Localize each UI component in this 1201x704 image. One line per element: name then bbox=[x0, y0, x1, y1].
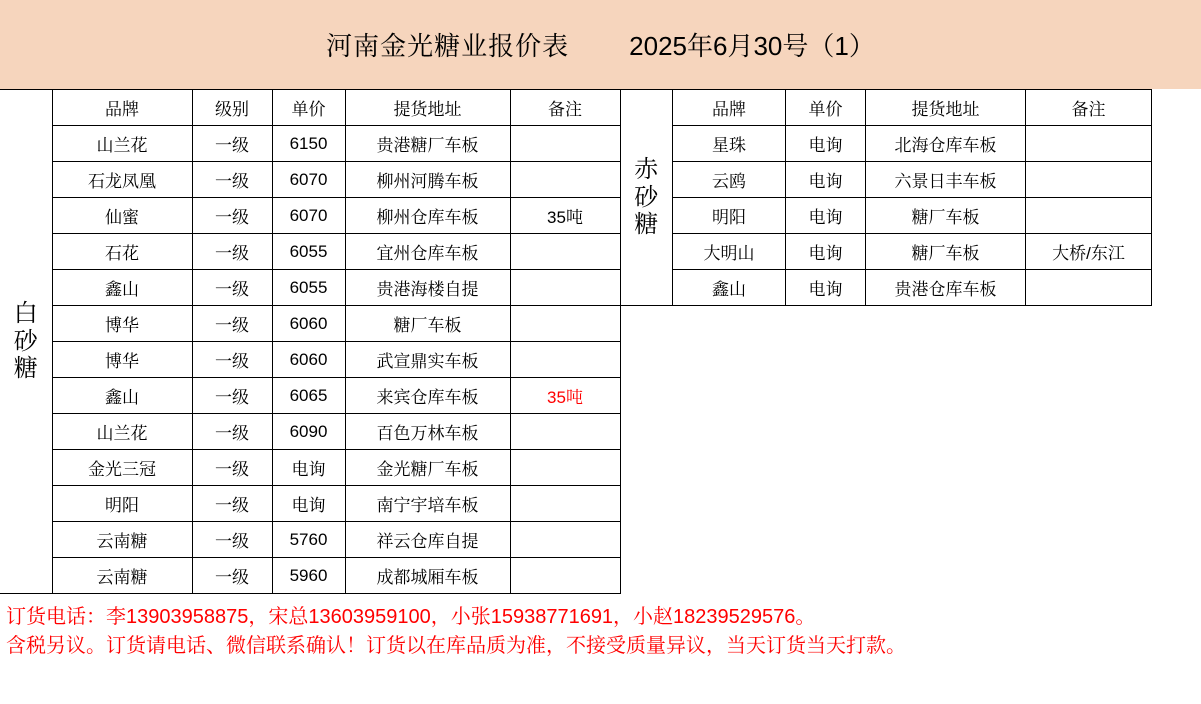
cell-price: 6070 bbox=[272, 198, 345, 234]
column-header-brand: 品牌 bbox=[673, 90, 786, 126]
cell-address: 来宾仓库车板 bbox=[345, 378, 510, 414]
section-label-char: 砂 bbox=[13, 327, 38, 355]
cell-note bbox=[510, 522, 620, 558]
table-row bbox=[621, 126, 1152, 162]
cell-price: 6150 bbox=[272, 126, 345, 162]
cell-address: 南宁宇培车板 bbox=[345, 486, 510, 522]
cell-address: 糖厂车板 bbox=[866, 234, 1026, 270]
table-row bbox=[0, 522, 620, 558]
cell-brand: 山兰花 bbox=[52, 126, 192, 162]
tables-area bbox=[0, 89, 1201, 595]
cell-price: 电询 bbox=[272, 450, 345, 486]
cell-price: 6060 bbox=[272, 342, 345, 378]
cell-note bbox=[510, 450, 620, 486]
table-row bbox=[621, 198, 1152, 234]
section-label-char: 砂 bbox=[634, 183, 659, 211]
cell-note bbox=[510, 486, 620, 522]
cell-address: 百色万林车板 bbox=[345, 414, 510, 450]
cell-address: 北海仓库车板 bbox=[866, 126, 1026, 162]
cell-address: 柳州仓库车板 bbox=[345, 198, 510, 234]
cell-note: 35吨 bbox=[510, 378, 620, 414]
cell-brand: 山兰花 bbox=[52, 414, 192, 450]
table-row bbox=[0, 378, 620, 414]
cell-note: 大桥/东江 bbox=[1026, 234, 1152, 270]
cell-price: 6055 bbox=[272, 270, 345, 306]
cell-address: 贵港糖厂车板 bbox=[345, 126, 510, 162]
column-header-price: 单价 bbox=[272, 90, 345, 126]
cell-brand: 博华 bbox=[52, 306, 192, 342]
cell-price: 5760 bbox=[272, 522, 345, 558]
cell-note bbox=[510, 270, 620, 306]
cell-price: 电询 bbox=[786, 162, 866, 198]
cell-brand: 金光三冠 bbox=[52, 450, 192, 486]
footer-line-phones: 订货电话：李13903958875，宋总13603959100，小张15938771691，小赵18239529576。 bbox=[6, 606, 816, 628]
cell-grade: 一级 bbox=[192, 414, 272, 450]
column-header-grade: 级别 bbox=[192, 90, 272, 126]
table-row bbox=[621, 234, 1152, 270]
table-row bbox=[0, 486, 620, 522]
footer-line-terms: 含税另议。订货请电话、微信联系确认！订货以在库品质为准，不接受质量异议，当天订货当天打款。 bbox=[6, 635, 906, 657]
cell-note bbox=[510, 558, 620, 594]
column-header-brand: 品牌 bbox=[52, 90, 192, 126]
cell-note bbox=[1026, 270, 1152, 306]
cell-grade: 一级 bbox=[192, 522, 272, 558]
cell-brand: 星珠 bbox=[673, 126, 786, 162]
cell-brand: 明阳 bbox=[52, 486, 192, 522]
cell-address: 贵港仓库车板 bbox=[866, 270, 1026, 306]
cell-grade: 一级 bbox=[192, 162, 272, 198]
cell-price: 电询 bbox=[786, 126, 866, 162]
section-label-char: 糖 bbox=[13, 355, 38, 383]
cell-note bbox=[1026, 162, 1152, 198]
cell-address: 柳州河腾车板 bbox=[345, 162, 510, 198]
cell-brand: 博华 bbox=[52, 342, 192, 378]
white-sugar-body bbox=[0, 90, 620, 594]
table-row bbox=[0, 450, 620, 486]
section-label-char: 白 bbox=[13, 300, 38, 328]
cell-address: 贵港海楼自提 bbox=[345, 270, 510, 306]
cell-price: 6060 bbox=[272, 306, 345, 342]
table-row bbox=[621, 162, 1152, 198]
section-label-white-sugar bbox=[0, 90, 52, 594]
cell-price: 6055 bbox=[272, 234, 345, 270]
cell-brand: 明阳 bbox=[673, 198, 786, 234]
column-header-price: 单价 bbox=[786, 90, 866, 126]
cell-grade: 一级 bbox=[192, 234, 272, 270]
section-label-char: 糖 bbox=[634, 211, 659, 239]
cell-price: 5960 bbox=[272, 558, 345, 594]
page-date: 2025年6月30号（1） bbox=[629, 30, 875, 61]
table-row bbox=[0, 414, 620, 450]
cell-brand: 鑫山 bbox=[673, 270, 786, 306]
cell-brand: 鑫山 bbox=[52, 378, 192, 414]
cell-brand: 云鸥 bbox=[673, 162, 786, 198]
footer-contact bbox=[0, 595, 1201, 661]
table-row bbox=[0, 234, 620, 270]
cell-grade: 一级 bbox=[192, 198, 272, 234]
cell-note bbox=[510, 126, 620, 162]
cell-address: 成都城厢车板 bbox=[345, 558, 510, 594]
cell-price: 电询 bbox=[786, 198, 866, 234]
cell-price: 电询 bbox=[786, 270, 866, 306]
brown-sugar-table bbox=[621, 89, 1153, 306]
cell-note bbox=[1026, 126, 1152, 162]
column-header-note: 备注 bbox=[1026, 90, 1152, 126]
cell-brand: 石花 bbox=[52, 234, 192, 270]
cell-address: 金光糖厂车板 bbox=[345, 450, 510, 486]
cell-address: 六景日丰车板 bbox=[866, 162, 1026, 198]
table-row bbox=[0, 126, 620, 162]
cell-address: 宜州仓库车板 bbox=[345, 234, 510, 270]
cell-grade: 一级 bbox=[192, 558, 272, 594]
brown-sugar-body bbox=[621, 90, 1152, 306]
cell-address: 武宣鼎实车板 bbox=[345, 342, 510, 378]
cell-brand: 仙蜜 bbox=[52, 198, 192, 234]
table-row bbox=[0, 558, 620, 594]
cell-price: 6065 bbox=[272, 378, 345, 414]
cell-address: 糖厂车板 bbox=[866, 198, 1026, 234]
cell-note bbox=[510, 234, 620, 270]
cell-grade: 一级 bbox=[192, 486, 272, 522]
cell-note bbox=[1026, 198, 1152, 234]
cell-grade: 一级 bbox=[192, 342, 272, 378]
cell-price: 6090 bbox=[272, 414, 345, 450]
table-row bbox=[0, 342, 620, 378]
cell-brand: 云南糖 bbox=[52, 522, 192, 558]
table-row bbox=[0, 306, 620, 342]
cell-grade: 一级 bbox=[192, 270, 272, 306]
table-row bbox=[621, 270, 1152, 306]
table-row bbox=[0, 270, 620, 306]
cell-grade: 一级 bbox=[192, 306, 272, 342]
cell-note bbox=[510, 306, 620, 342]
cell-price: 电询 bbox=[272, 486, 345, 522]
cell-brand: 大明山 bbox=[673, 234, 786, 270]
table-header-row bbox=[0, 90, 620, 126]
cell-note bbox=[510, 414, 620, 450]
column-header-address: 提货地址 bbox=[345, 90, 510, 126]
cell-price: 6070 bbox=[272, 162, 345, 198]
cell-note: 35吨 bbox=[510, 198, 620, 234]
table-row bbox=[0, 162, 620, 198]
cell-brand: 鑫山 bbox=[52, 270, 192, 306]
section-label-char: 赤 bbox=[634, 156, 659, 184]
cell-brand: 石龙凤凰 bbox=[52, 162, 192, 198]
page-title: 河南金光糖业报价表 bbox=[326, 30, 570, 61]
cell-price: 电询 bbox=[786, 234, 866, 270]
table-row bbox=[0, 198, 620, 234]
cell-note bbox=[510, 342, 620, 378]
cell-grade: 一级 bbox=[192, 126, 272, 162]
column-header-note: 备注 bbox=[510, 90, 620, 126]
section-label-brown-sugar bbox=[621, 90, 673, 306]
page-header bbox=[0, 0, 1201, 89]
column-header-address: 提货地址 bbox=[866, 90, 1026, 126]
cell-grade: 一级 bbox=[192, 378, 272, 414]
cell-address: 祥云仓库自提 bbox=[345, 522, 510, 558]
cell-grade: 一级 bbox=[192, 450, 272, 486]
table-header-row bbox=[621, 90, 1152, 126]
cell-brand: 云南糖 bbox=[52, 558, 192, 594]
cell-address: 糖厂车板 bbox=[345, 306, 510, 342]
white-sugar-table bbox=[0, 89, 621, 594]
cell-note bbox=[510, 162, 620, 198]
